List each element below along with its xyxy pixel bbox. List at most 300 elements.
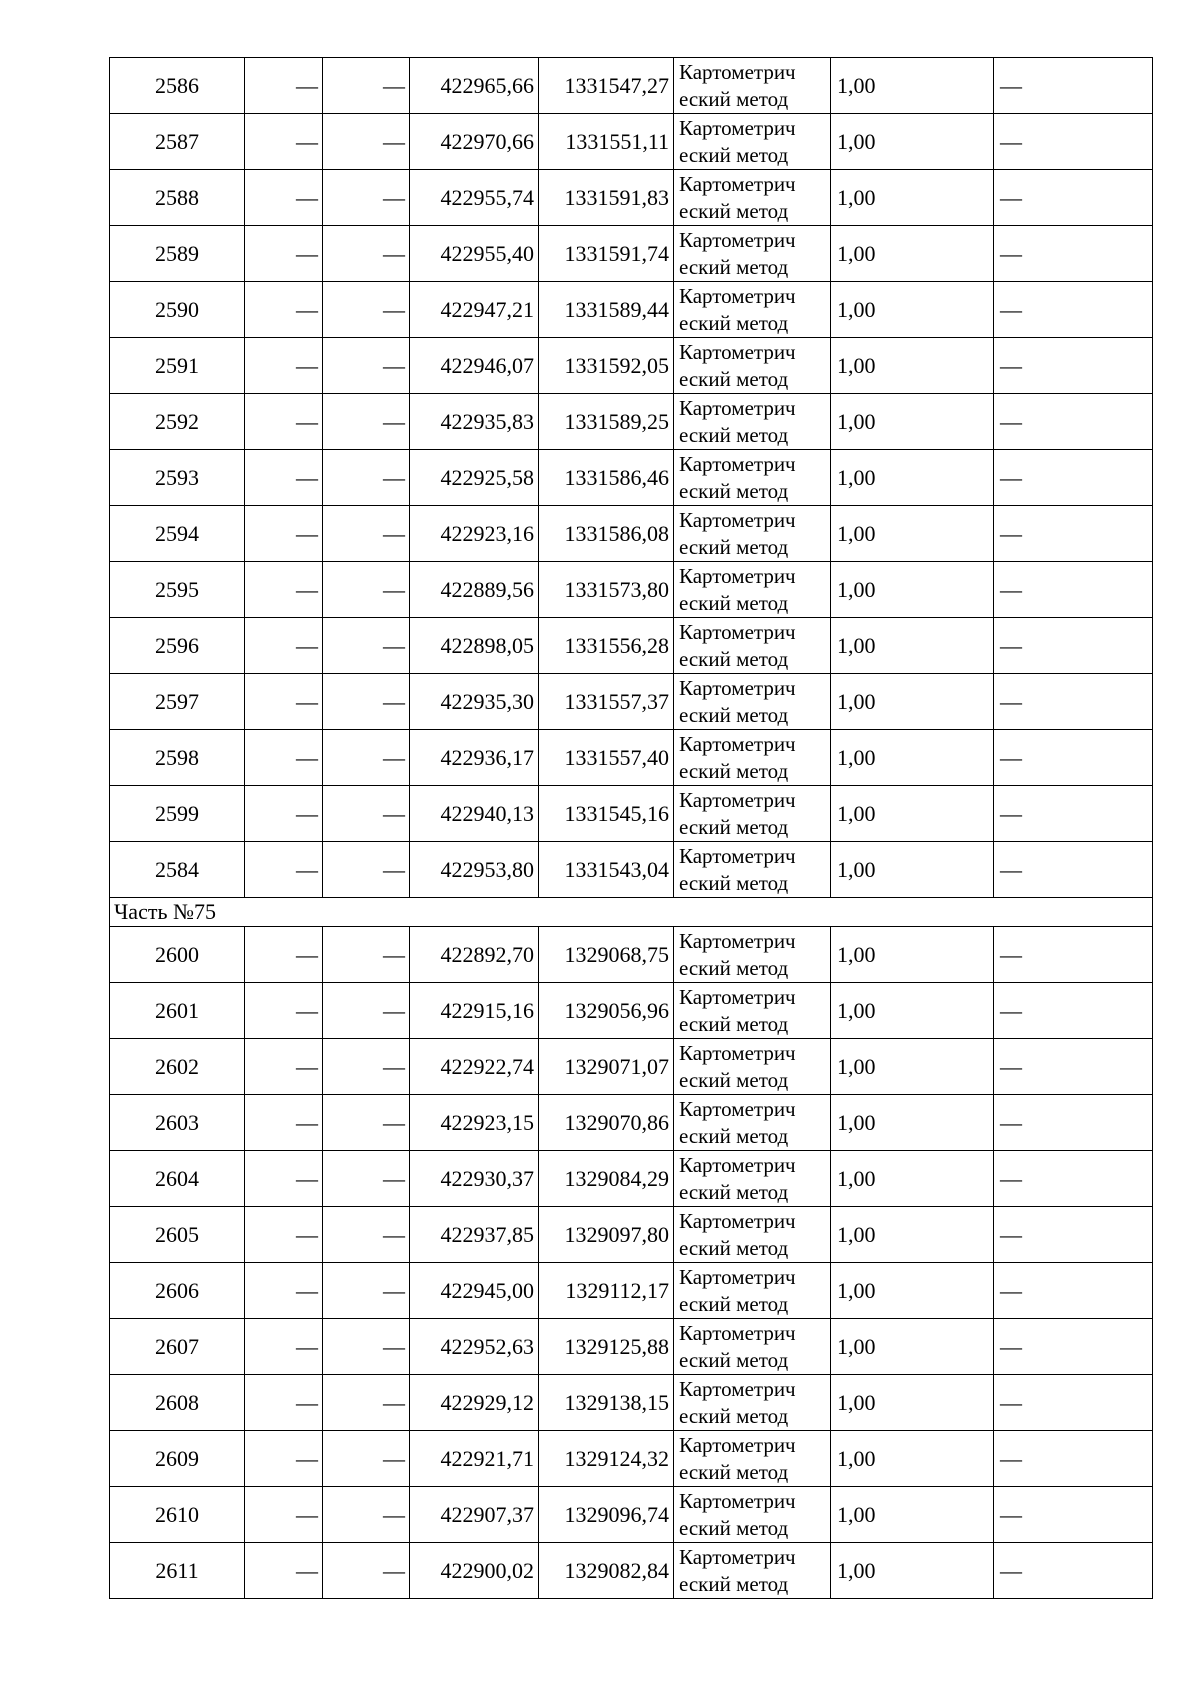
table-row	[110, 618, 1153, 674]
point-number: 2600	[110, 927, 245, 983]
table-row	[110, 1319, 1153, 1375]
y-coordinate: 1331589,44	[539, 282, 674, 338]
method-line-1: Картометрич	[679, 59, 796, 84]
table-row	[110, 1487, 1153, 1543]
y-coordinate: 1331545,16	[539, 786, 674, 842]
y-coordinate: 1331589,25	[539, 394, 674, 450]
method-line-1: Картометрич	[679, 115, 796, 140]
col3-value: —	[323, 1095, 410, 1151]
point-number: 2603	[110, 1095, 245, 1151]
x-coordinate: 422955,40	[410, 226, 539, 282]
accuracy-value: 1,00	[831, 1263, 994, 1319]
x-coordinate: 422925,58	[410, 450, 539, 506]
method-line-2: еский метод	[679, 1403, 789, 1428]
x-coordinate: 422945,00	[410, 1263, 539, 1319]
accuracy-value: 1,00	[831, 394, 994, 450]
point-number: 2602	[110, 1039, 245, 1095]
x-coordinate: 422965,66	[410, 58, 539, 114]
method-cell	[674, 170, 831, 226]
x-coordinate: 422937,85	[410, 1207, 539, 1263]
point-number: 2610	[110, 1487, 245, 1543]
last-column-value: —	[994, 1431, 1153, 1487]
col3-value: —	[323, 58, 410, 114]
y-coordinate: 1331591,83	[539, 170, 674, 226]
col3-value: —	[323, 170, 410, 226]
method-line-2: еский метод	[679, 1123, 789, 1148]
col3-value: —	[323, 1375, 410, 1431]
accuracy-value: 1,00	[831, 1375, 994, 1431]
method-line-1: Картометрич	[679, 843, 796, 868]
y-coordinate: 1331557,37	[539, 674, 674, 730]
x-coordinate: 422907,37	[410, 1487, 539, 1543]
method-cell	[674, 786, 831, 842]
col2-value: —	[245, 506, 323, 562]
method-line-1: Картометрич	[679, 1432, 796, 1457]
last-column-value: —	[994, 170, 1153, 226]
last-column-value: —	[994, 338, 1153, 394]
method-line-2: еский метод	[679, 955, 789, 980]
y-coordinate: 1329112,17	[539, 1263, 674, 1319]
method-line-2: еский метод	[679, 646, 789, 671]
col3-value: —	[323, 730, 410, 786]
method-line-1: Картометрич	[679, 395, 796, 420]
accuracy-value: 1,00	[831, 1543, 994, 1599]
table-row	[110, 226, 1153, 282]
x-coordinate: 422952,63	[410, 1319, 539, 1375]
method-line-1: Картометрич	[679, 283, 796, 308]
point-number: 2599	[110, 786, 245, 842]
last-column-value: —	[994, 730, 1153, 786]
method-line-2: еский метод	[679, 1347, 789, 1372]
method-line-1: Картометрич	[679, 339, 796, 364]
method-line-1: Картометрич	[679, 1376, 796, 1401]
part-heading-row	[110, 898, 1153, 927]
method-line-2: еский метод	[679, 1179, 789, 1204]
method-line-2: еский метод	[679, 1459, 789, 1484]
col3-value: —	[323, 1263, 410, 1319]
last-column-value: —	[994, 674, 1153, 730]
table-row	[110, 394, 1153, 450]
x-coordinate: 422898,05	[410, 618, 539, 674]
col3-value: —	[323, 562, 410, 618]
accuracy-value: 1,00	[831, 730, 994, 786]
point-number: 2584	[110, 842, 245, 898]
col2-value: —	[245, 1487, 323, 1543]
accuracy-value: 1,00	[831, 1095, 994, 1151]
table-row	[110, 58, 1153, 114]
method-cell	[674, 394, 831, 450]
accuracy-value: 1,00	[831, 1039, 994, 1095]
point-number: 2595	[110, 562, 245, 618]
last-column-value: —	[994, 983, 1153, 1039]
accuracy-value: 1,00	[831, 282, 994, 338]
method-cell	[674, 1487, 831, 1543]
table-row	[110, 170, 1153, 226]
method-line-1: Картометрич	[679, 507, 796, 532]
col2-value: —	[245, 282, 323, 338]
col2-value: —	[245, 674, 323, 730]
accuracy-value: 1,00	[831, 786, 994, 842]
method-line-1: Картометрич	[679, 787, 796, 812]
col2-value: —	[245, 842, 323, 898]
table-row	[110, 1151, 1153, 1207]
last-column-value: —	[994, 226, 1153, 282]
col2-value: —	[245, 927, 323, 983]
last-column-value: —	[994, 1375, 1153, 1431]
col2-value: —	[245, 1263, 323, 1319]
method-line-1: Картометрич	[679, 227, 796, 252]
method-line-1: Картометрич	[679, 984, 796, 1009]
table-row	[110, 338, 1153, 394]
last-column-value: —	[994, 1039, 1153, 1095]
col3-value: —	[323, 983, 410, 1039]
col3-value: —	[323, 1151, 410, 1207]
table-row	[110, 1263, 1153, 1319]
y-coordinate: 1329084,29	[539, 1151, 674, 1207]
method-line-1: Картометрич	[679, 1096, 796, 1121]
col3-value: —	[323, 1207, 410, 1263]
table-row	[110, 983, 1153, 1039]
x-coordinate: 422946,07	[410, 338, 539, 394]
method-cell	[674, 58, 831, 114]
table-row	[110, 842, 1153, 898]
point-number: 2608	[110, 1375, 245, 1431]
col2-value: —	[245, 1375, 323, 1431]
table-row	[110, 450, 1153, 506]
method-line-1: Картометрич	[679, 1152, 796, 1177]
last-column-value: —	[994, 114, 1153, 170]
accuracy-value: 1,00	[831, 1487, 994, 1543]
table-row	[110, 114, 1153, 170]
accuracy-value: 1,00	[831, 1319, 994, 1375]
table-row	[110, 1431, 1153, 1487]
y-coordinate: 1329096,74	[539, 1487, 674, 1543]
point-number: 2590	[110, 282, 245, 338]
method-line-1: Картометрич	[679, 563, 796, 588]
col2-value: —	[245, 562, 323, 618]
y-coordinate: 1329056,96	[539, 983, 674, 1039]
y-coordinate: 1329070,86	[539, 1095, 674, 1151]
col3-value: —	[323, 1039, 410, 1095]
y-coordinate: 1331592,05	[539, 338, 674, 394]
col2-value: —	[245, 786, 323, 842]
point-number: 2597	[110, 674, 245, 730]
accuracy-value: 1,00	[831, 983, 994, 1039]
point-number: 2588	[110, 170, 245, 226]
y-coordinate: 1329071,07	[539, 1039, 674, 1095]
last-column-value: —	[994, 1487, 1153, 1543]
point-number: 2605	[110, 1207, 245, 1263]
method-line-2: еский метод	[679, 534, 789, 559]
method-line-2: еский метод	[679, 422, 789, 447]
point-number: 2593	[110, 450, 245, 506]
method-line-2: еский метод	[679, 1067, 789, 1092]
method-cell	[674, 927, 831, 983]
table-row	[110, 1543, 1153, 1599]
col3-value: —	[323, 282, 410, 338]
last-column-value: —	[994, 1263, 1153, 1319]
col2-value: —	[245, 1039, 323, 1095]
x-coordinate: 422940,13	[410, 786, 539, 842]
last-column-value: —	[994, 1319, 1153, 1375]
col3-value: —	[323, 674, 410, 730]
point-number: 2601	[110, 983, 245, 1039]
method-cell	[674, 1151, 831, 1207]
method-line-2: еский метод	[679, 702, 789, 727]
col2-value: —	[245, 1207, 323, 1263]
last-column-value: —	[994, 1207, 1153, 1263]
method-cell	[674, 1431, 831, 1487]
y-coordinate: 1331556,28	[539, 618, 674, 674]
col3-value: —	[323, 394, 410, 450]
method-line-2: еский метод	[679, 198, 789, 223]
last-column-value: —	[994, 58, 1153, 114]
last-column-value: —	[994, 1151, 1153, 1207]
y-coordinate: 1329124,32	[539, 1431, 674, 1487]
accuracy-value: 1,00	[831, 170, 994, 226]
method-line-2: еский метод	[679, 1291, 789, 1316]
method-line-1: Картометрич	[679, 1320, 796, 1345]
col2-value: —	[245, 730, 323, 786]
x-coordinate: 422930,37	[410, 1151, 539, 1207]
method-line-2: еский метод	[679, 814, 789, 839]
point-number: 2594	[110, 506, 245, 562]
col3-value: —	[323, 226, 410, 282]
col2-value: —	[245, 1543, 323, 1599]
method-cell	[674, 450, 831, 506]
accuracy-value: 1,00	[831, 674, 994, 730]
point-number: 2607	[110, 1319, 245, 1375]
table-body	[110, 58, 1153, 1599]
x-coordinate: 422935,30	[410, 674, 539, 730]
y-coordinate: 1329097,80	[539, 1207, 674, 1263]
table-row	[110, 282, 1153, 338]
y-coordinate: 1331551,11	[539, 114, 674, 170]
method-line-2: еский метод	[679, 254, 789, 279]
accuracy-value: 1,00	[831, 618, 994, 674]
method-line-1: Картометрич	[679, 1208, 796, 1233]
method-line-2: еский метод	[679, 1571, 789, 1596]
table-row	[110, 730, 1153, 786]
point-number: 2598	[110, 730, 245, 786]
y-coordinate: 1331586,08	[539, 506, 674, 562]
col3-value: —	[323, 1319, 410, 1375]
col2-value: —	[245, 170, 323, 226]
x-coordinate: 422970,66	[410, 114, 539, 170]
col2-value: —	[245, 1151, 323, 1207]
method-cell	[674, 226, 831, 282]
coordinates-table	[109, 57, 1153, 1599]
accuracy-value: 1,00	[831, 842, 994, 898]
x-coordinate: 422915,16	[410, 983, 539, 1039]
y-coordinate: 1329068,75	[539, 927, 674, 983]
method-line-2: еский метод	[679, 366, 789, 391]
method-cell	[674, 1263, 831, 1319]
method-cell	[674, 674, 831, 730]
method-line-2: еский метод	[679, 590, 789, 615]
point-number: 2596	[110, 618, 245, 674]
col2-value: —	[245, 338, 323, 394]
method-cell	[674, 730, 831, 786]
x-coordinate: 422955,74	[410, 170, 539, 226]
x-coordinate: 422923,15	[410, 1095, 539, 1151]
method-line-2: еский метод	[679, 142, 789, 167]
method-line-1: Картометрич	[679, 619, 796, 644]
method-cell	[674, 114, 831, 170]
col3-value: —	[323, 1431, 410, 1487]
table-row	[110, 927, 1153, 983]
method-cell	[674, 506, 831, 562]
last-column-value: —	[994, 282, 1153, 338]
method-line-1: Картометрич	[679, 171, 796, 196]
col3-value: —	[323, 450, 410, 506]
method-cell	[674, 618, 831, 674]
x-coordinate: 422923,16	[410, 506, 539, 562]
point-number: 2591	[110, 338, 245, 394]
method-cell	[674, 1039, 831, 1095]
method-line-2: еский метод	[679, 758, 789, 783]
method-line-2: еский метод	[679, 1515, 789, 1540]
method-cell	[674, 338, 831, 394]
col2-value: —	[245, 226, 323, 282]
table-row	[110, 562, 1153, 618]
method-line-2: еский метод	[679, 870, 789, 895]
col3-value: —	[323, 1487, 410, 1543]
last-column-value: —	[994, 786, 1153, 842]
y-coordinate: 1329082,84	[539, 1543, 674, 1599]
col2-value: —	[245, 983, 323, 1039]
part-label: Часть №75	[110, 898, 1153, 927]
y-coordinate: 1329138,15	[539, 1375, 674, 1431]
col3-value: —	[323, 842, 410, 898]
table-row	[110, 1039, 1153, 1095]
point-number: 2609	[110, 1431, 245, 1487]
col2-value: —	[245, 450, 323, 506]
col3-value: —	[323, 786, 410, 842]
x-coordinate: 422953,80	[410, 842, 539, 898]
method-line-1: Картометрич	[679, 731, 796, 756]
x-coordinate: 422900,02	[410, 1543, 539, 1599]
x-coordinate: 422889,56	[410, 562, 539, 618]
point-number: 2586	[110, 58, 245, 114]
col2-value: —	[245, 114, 323, 170]
method-line-1: Картометрич	[679, 1264, 796, 1289]
y-coordinate: 1331547,27	[539, 58, 674, 114]
last-column-value: —	[994, 842, 1153, 898]
method-cell	[674, 1319, 831, 1375]
col2-value: —	[245, 394, 323, 450]
method-cell	[674, 842, 831, 898]
method-line-2: еский метод	[679, 478, 789, 503]
table-row	[110, 1095, 1153, 1151]
col2-value: —	[245, 58, 323, 114]
col2-value: —	[245, 1095, 323, 1151]
point-number: 2606	[110, 1263, 245, 1319]
col2-value: —	[245, 1319, 323, 1375]
accuracy-value: 1,00	[831, 1431, 994, 1487]
method-cell	[674, 1207, 831, 1263]
method-cell	[674, 1543, 831, 1599]
last-column-value: —	[994, 927, 1153, 983]
last-column-value: —	[994, 618, 1153, 674]
method-line-1: Картометрич	[679, 1040, 796, 1065]
accuracy-value: 1,00	[831, 114, 994, 170]
y-coordinate: 1331573,80	[539, 562, 674, 618]
x-coordinate: 422936,17	[410, 730, 539, 786]
y-coordinate: 1331543,04	[539, 842, 674, 898]
accuracy-value: 1,00	[831, 338, 994, 394]
method-cell	[674, 562, 831, 618]
method-line-1: Картометрич	[679, 928, 796, 953]
x-coordinate: 422892,70	[410, 927, 539, 983]
col3-value: —	[323, 1543, 410, 1599]
method-line-1: Картометрич	[679, 1544, 796, 1569]
method-line-2: еский метод	[679, 86, 789, 111]
y-coordinate: 1331591,74	[539, 226, 674, 282]
last-column-value: —	[994, 1543, 1153, 1599]
accuracy-value: 1,00	[831, 450, 994, 506]
table-row	[110, 786, 1153, 842]
point-number: 2611	[110, 1543, 245, 1599]
table-row	[110, 1375, 1153, 1431]
method-line-1: Картометрич	[679, 1488, 796, 1513]
method-line-2: еский метод	[679, 310, 789, 335]
accuracy-value: 1,00	[831, 1151, 994, 1207]
accuracy-value: 1,00	[831, 562, 994, 618]
accuracy-value: 1,00	[831, 58, 994, 114]
point-number: 2589	[110, 226, 245, 282]
x-coordinate: 422935,83	[410, 394, 539, 450]
last-column-value: —	[994, 450, 1153, 506]
last-column-value: —	[994, 506, 1153, 562]
col2-value: —	[245, 618, 323, 674]
method-line-2: еский метод	[679, 1011, 789, 1036]
x-coordinate: 422922,74	[410, 1039, 539, 1095]
accuracy-value: 1,00	[831, 927, 994, 983]
accuracy-value: 1,00	[831, 506, 994, 562]
method-line-1: Картометрич	[679, 451, 796, 476]
y-coordinate: 1331557,40	[539, 730, 674, 786]
col3-value: —	[323, 114, 410, 170]
method-line-2: еский метод	[679, 1235, 789, 1260]
point-number: 2592	[110, 394, 245, 450]
point-number: 2604	[110, 1151, 245, 1207]
y-coordinate: 1331586,46	[539, 450, 674, 506]
point-number: 2587	[110, 114, 245, 170]
method-cell	[674, 1375, 831, 1431]
x-coordinate: 422929,12	[410, 1375, 539, 1431]
col3-value: —	[323, 338, 410, 394]
accuracy-value: 1,00	[831, 1207, 994, 1263]
accuracy-value: 1,00	[831, 226, 994, 282]
x-coordinate: 422947,21	[410, 282, 539, 338]
last-column-value: —	[994, 562, 1153, 618]
table-row	[110, 1207, 1153, 1263]
col2-value: —	[245, 1431, 323, 1487]
method-line-1: Картометрич	[679, 675, 796, 700]
col3-value: —	[323, 618, 410, 674]
method-cell	[674, 282, 831, 338]
x-coordinate: 422921,71	[410, 1431, 539, 1487]
col3-value: —	[323, 506, 410, 562]
table-row	[110, 674, 1153, 730]
table-row	[110, 506, 1153, 562]
method-cell	[674, 1095, 831, 1151]
y-coordinate: 1329125,88	[539, 1319, 674, 1375]
last-column-value: —	[994, 1095, 1153, 1151]
method-cell	[674, 983, 831, 1039]
last-column-value: —	[994, 394, 1153, 450]
